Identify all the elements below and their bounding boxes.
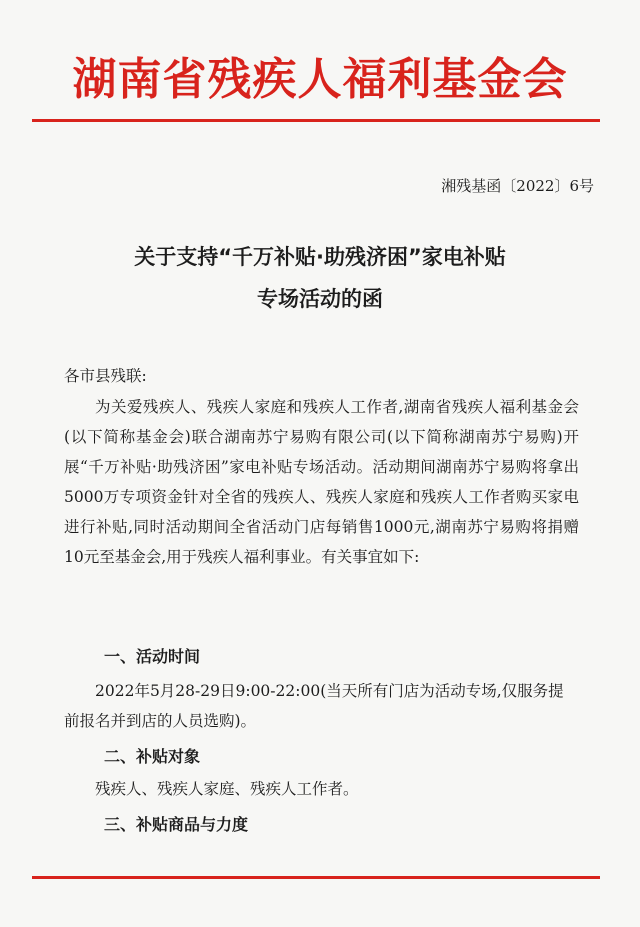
footer-red-rule xyxy=(32,876,600,879)
salutation: 各市县残联: xyxy=(64,367,147,385)
section-heading-time: 一、活动时间 xyxy=(104,647,201,666)
document-number: 湘残基函〔2022〕6号 xyxy=(441,177,594,195)
intro-paragraph: 为关爱残疾人、残疾人家庭和残疾人工作者,湖南省残疾人福利基金会(以下简称基金会)联合湖南苏宁易购有限公司(以下简称湖南苏宁易购)开展“千万补贴·助残济困”家电补贴专场活动。活动期间湖南苏宁易购将拿出5000万专项资金针对全省的残疾人、残疾人家庭和残疾人工作者购买家电进行补贴,同时活动期间全省活动门店每销售1000元,湖南苏宁易购将捐赠10元至基金会,用于残疾人福利事业。有关事宜如下: xyxy=(64,398,579,566)
document-title xyxy=(0,236,640,320)
section-heading-target: 二、补贴对象 xyxy=(104,747,201,766)
title-line-2: 专场活动的函 xyxy=(257,287,383,311)
letterhead-org-name: 湖南省残疾人福利基金会 xyxy=(72,54,568,105)
section-text-target: 残疾人、残疾人家庭、残疾人工作者。 xyxy=(95,780,359,798)
letterhead-red-rule xyxy=(32,119,600,122)
title-line-1: 关于支持“千万补贴·助残济困”家电补贴 xyxy=(134,245,506,269)
section-heading-products: 三、补贴商品与力度 xyxy=(104,815,249,834)
section-text-time: 2022年5月28-29日9:00-22:00(当天所有门店为活动专场,仅服务提前报名并到店的人员选购)。 xyxy=(64,682,564,730)
